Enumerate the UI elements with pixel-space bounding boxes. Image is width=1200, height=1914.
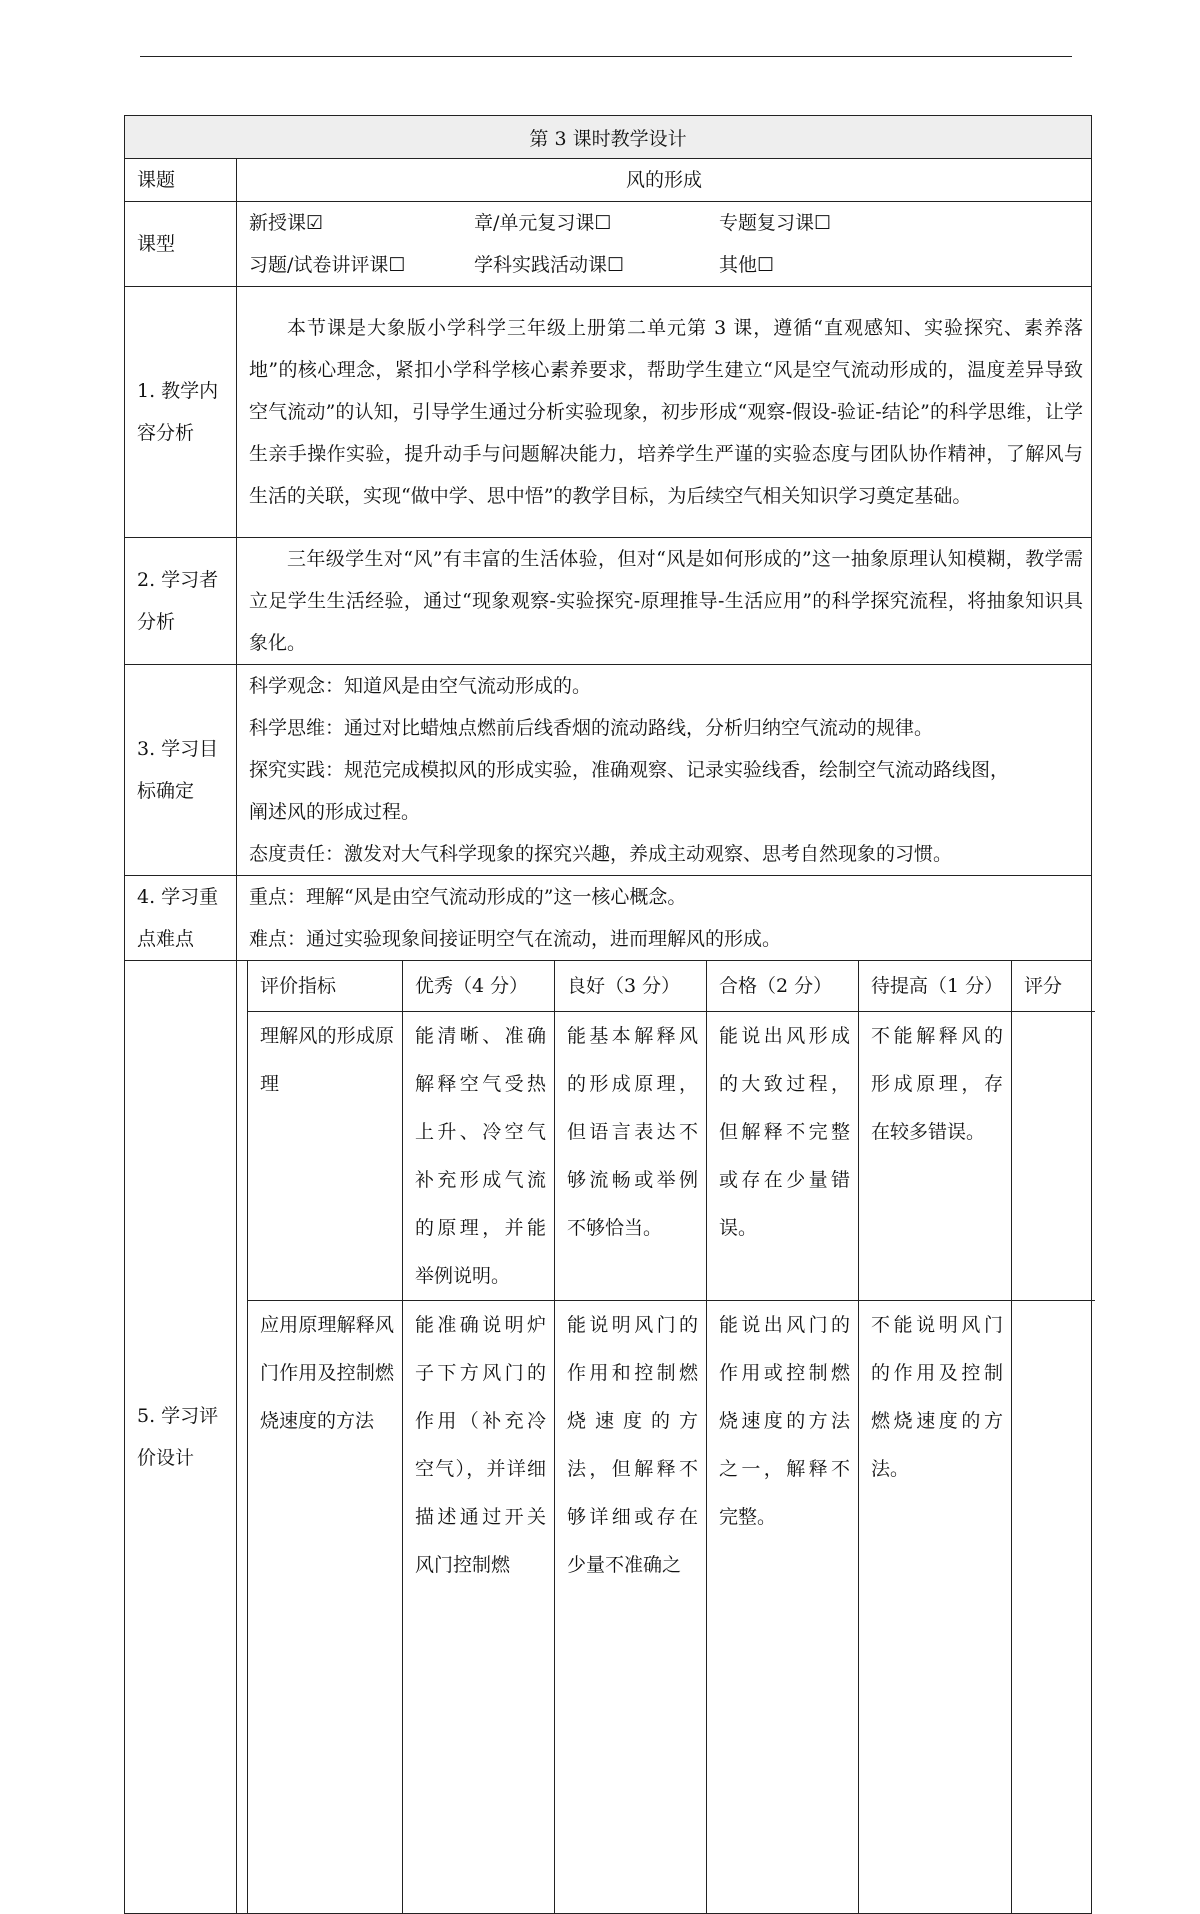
content-analysis-label: 1. 教学内容分析: [125, 287, 237, 538]
learner-analysis-row: [125, 538, 1092, 665]
lesson-type-row: [125, 202, 1092, 287]
objective-line: 科学思维：通过对比蜡烛点燃前后线香烟的流动路线，分析归纳空气流动的规律。: [249, 717, 934, 739]
learner-analysis-label: 2. 学习者分析: [125, 538, 237, 665]
eval-improve: 不能说明风门的作用及控制燃烧速度的方法。: [859, 1301, 1012, 1914]
eval-header-improve: 待提高（1 分）: [859, 961, 1012, 1012]
eval-good: 能说明风门的作用和控制燃烧速度的方法，但解释不够详细或存在少量不准确之: [555, 1301, 707, 1914]
topic-label: 课题: [125, 159, 237, 202]
evaluation-header-row: [248, 961, 1095, 1012]
eval-pass: 能说出风形成的大致过程，但解释不完整或存在少量错误。: [707, 1012, 859, 1301]
eval-excellent: 能清晰、准确解释空气受热上升、冷空气补充形成气流的原理，并能举例说明。: [403, 1012, 555, 1301]
eval-header-indicator: 评价指标: [248, 961, 403, 1012]
lesson-type-new: 新授课☑: [249, 212, 324, 234]
eval-indicator: 理解风的形成原理: [248, 1012, 403, 1301]
eval-excellent: 能准确说明炉子下方风门的作用（补充冷空气），并详细描述通过开关风门控制燃: [403, 1301, 555, 1914]
lesson-type-practice: 学科实践活动课☐: [474, 254, 625, 276]
eval-indicator: 应用原理解释风门作用及控制燃烧速度的方法: [248, 1301, 403, 1914]
table-row: [248, 1012, 1095, 1301]
lesson-design-table: [124, 115, 1092, 1914]
objectives-label: 3. 学习目标确定: [125, 665, 237, 876]
lesson-type-unit-review: 章/单元复习课☐: [474, 212, 612, 234]
objective-line: 态度责任：激发对大气科学现象的探究兴趣，养成主动观察、思考自然现象的习惯。: [249, 843, 953, 865]
table-title: 第 3 课时教学设计: [125, 116, 1092, 159]
table-row: [248, 1301, 1095, 1914]
lesson-type-topic-review: 专题复习课☐: [719, 212, 832, 234]
key-points-label: 4. 学习重点难点: [125, 876, 237, 961]
eval-improve: 不能解释风的形成原理，存在较多错误。: [859, 1012, 1012, 1301]
eval-score: [1012, 1012, 1095, 1301]
lesson-type-options: [237, 202, 1092, 287]
learner-analysis-text: 三年级学生对“风”有丰富的生活体验，但对“风是如何形成的”这一抽象原理认知模糊，教学需立足学生生活经验，通过“现象观察-实验探究-原理推导-生活应用”的科学探究流程，将抽象知识具象化。: [249, 548, 1084, 654]
eval-score: [1012, 1301, 1095, 1914]
lesson-type-label: 课型: [125, 202, 237, 287]
topic-value: 风的形成: [237, 159, 1092, 202]
evaluation-label: 5. 学习评价设计: [125, 961, 237, 1914]
content-analysis-row: [125, 287, 1092, 538]
key-points-row: [125, 876, 1092, 961]
header-rule: [140, 56, 1072, 57]
objective-line: 阐述风的形成过程。: [249, 801, 421, 823]
evaluation-row: [125, 961, 1092, 1914]
title-row: [125, 116, 1092, 159]
lesson-type-exercise-review: 习题/试卷讲评课☐: [249, 254, 406, 276]
key-point-line: 重点：理解“风是由空气流动形成的”这一核心概念。: [249, 886, 687, 908]
evaluation-table: [247, 961, 1095, 1913]
topic-row: [125, 159, 1092, 202]
eval-good: 能基本解释风的形成原理，但语言表达不够流畅或举例不够恰当。: [555, 1012, 707, 1301]
content-analysis-text: 本节课是大象版小学科学三年级上册第二单元第 3 课，遵循“直观感知、实验探究、素养落地”的核心理念，紧扣小学科学核心素养要求，帮助学生建立“风是空气流动形成的，温度差异导致空气流动”的认知，引导学生通过分析实验现象，初步形成“观察-假设-验证-结论”的科学思维，让学生亲手操作实验，提升动手与问题解决能力，培养学生严谨的实验态度与团队协作精神，了解风与生活的关联，实现“做中学、思中悟”的教学目标，为后续空气相关知识学习奠定基础。: [249, 317, 1084, 507]
objective-line: 探究实践：规范完成模拟风的形成实验，准确观察、记录实验线香，绘制空气流动路线图，: [249, 759, 1010, 781]
objectives-row: [125, 665, 1092, 876]
lesson-type-other: 其他☐: [719, 254, 775, 276]
difficulty-line: 难点：通过实验现象间接证明空气在流动，进而理解风的形成。: [249, 928, 782, 950]
eval-header-score: 评分: [1012, 961, 1095, 1012]
eval-pass: 能说出风门的作用或控制燃烧速度的方法之一，解释不完整。: [707, 1301, 859, 1914]
eval-header-excellent: 优秀（4 分）: [403, 961, 555, 1012]
eval-header-pass: 合格（2 分）: [707, 961, 859, 1012]
eval-header-good: 良好（3 分）: [555, 961, 707, 1012]
objective-line: 科学观念：知道风是由空气流动形成的。: [249, 675, 592, 697]
